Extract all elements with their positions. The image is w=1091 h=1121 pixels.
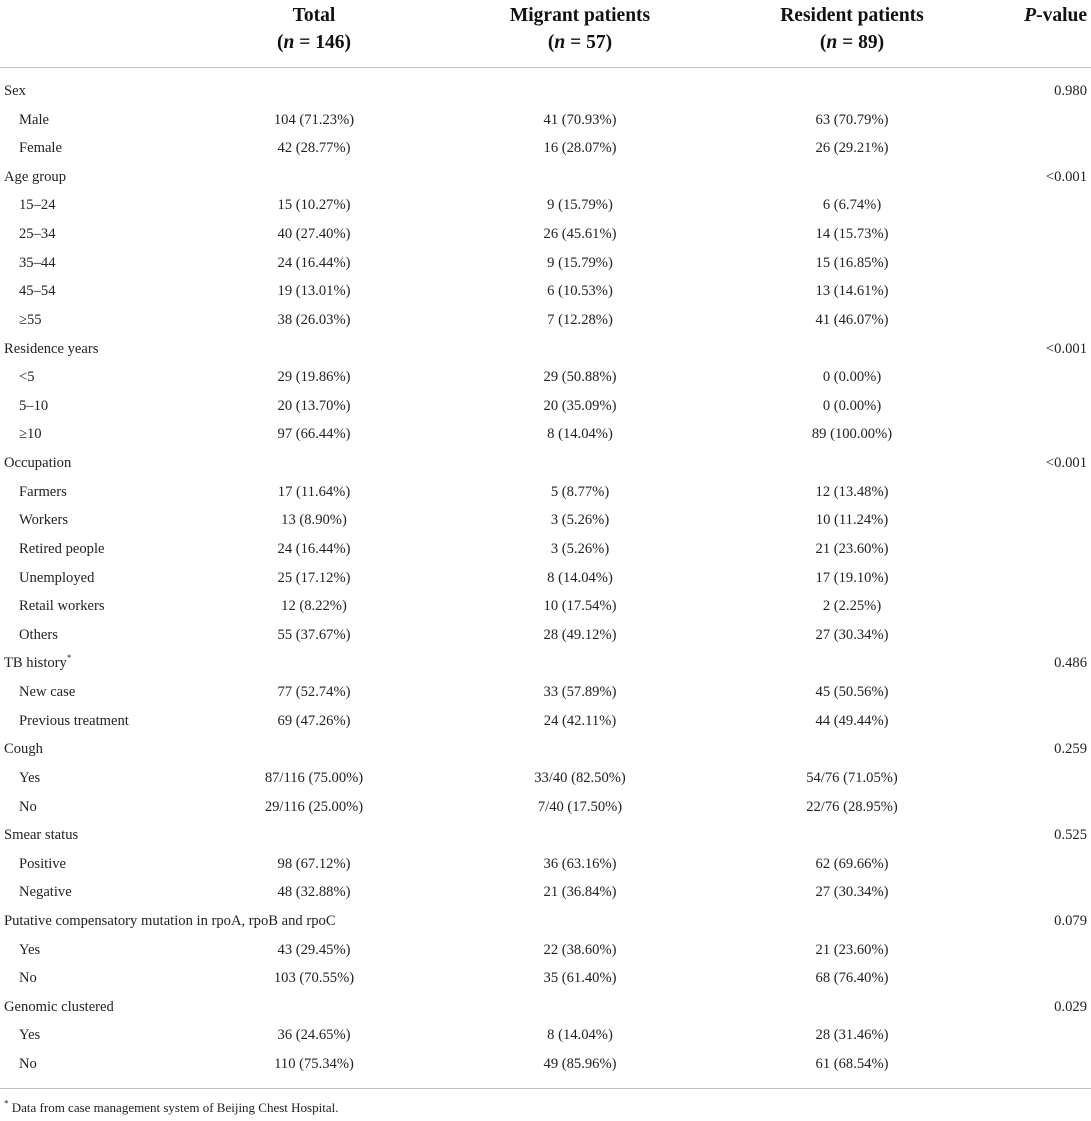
table-row xyxy=(0,621,1091,650)
header-rule xyxy=(0,67,1091,68)
row-label-text: Female xyxy=(19,140,62,157)
cell-migrant: 8 (14.04%) xyxy=(547,426,613,443)
row-label xyxy=(19,277,55,306)
cell-resident: 2 (2.25%) xyxy=(822,598,882,615)
cell-total: 12 (8.22%) xyxy=(281,598,347,615)
row-label-text: Retail workers xyxy=(19,598,105,615)
row-label xyxy=(4,993,114,1022)
cell-total: 48 (32.88%) xyxy=(277,884,351,901)
table-group-row xyxy=(0,735,1091,764)
header-resident xyxy=(752,2,952,56)
cell-total: 25 (17.12%) xyxy=(277,569,351,586)
row-label-text: ≥55 xyxy=(19,311,42,328)
table-row xyxy=(0,220,1091,249)
table-row xyxy=(0,420,1091,449)
row-label-text: Yes xyxy=(19,941,41,958)
cell-resident: 0 (0.00%) xyxy=(822,397,882,414)
cell-migrant: 8 (14.04%) xyxy=(547,1027,613,1044)
row-label xyxy=(4,163,66,192)
cell-resident: 26 (29.21%) xyxy=(815,140,889,157)
row-label-text: 25–34 xyxy=(19,226,56,243)
row-label-text: Others xyxy=(19,626,58,643)
header-total-title: Total xyxy=(292,5,336,26)
cell-pvalue: <0.001 xyxy=(1045,168,1087,185)
row-label xyxy=(19,850,66,879)
cell-total: 42 (28.77%) xyxy=(277,140,351,157)
cell-resident: 21 (23.60%) xyxy=(815,941,889,958)
row-label xyxy=(19,1021,40,1050)
cell-resident: 44 (49.44%) xyxy=(815,712,889,729)
row-label xyxy=(19,134,62,163)
header-migrant xyxy=(480,2,680,56)
cell-total: 110 (75.34%) xyxy=(274,1056,354,1073)
cell-resident: 62 (69.66%) xyxy=(815,855,889,872)
cell-total: 20 (13.70%) xyxy=(277,397,351,414)
cell-resident: 28 (31.46%) xyxy=(815,1027,889,1044)
table-row xyxy=(0,678,1091,707)
row-label-text: Yes xyxy=(19,769,41,786)
row-label-text: Yes xyxy=(19,1027,41,1044)
row-label xyxy=(19,220,55,249)
cell-migrant: 33 (57.89%) xyxy=(543,684,617,701)
table-row xyxy=(0,964,1091,993)
cell-resident: 89 (100.00%) xyxy=(811,426,893,443)
row-label-text: <5 xyxy=(19,369,35,386)
table-row xyxy=(0,1021,1091,1050)
table-row xyxy=(0,707,1091,736)
table-row xyxy=(0,592,1091,621)
table-group-row xyxy=(0,907,1091,936)
header-total-n: (n = 146) xyxy=(277,32,351,53)
row-label xyxy=(4,449,71,478)
cell-migrant: 33/40 (82.50%) xyxy=(534,769,626,786)
row-label-text: 35–44 xyxy=(19,254,56,271)
cell-pvalue: 0.079 xyxy=(1054,912,1087,929)
cell-resident: 10 (11.24%) xyxy=(815,512,889,529)
footnote-text: Data from case management system of Beijing Chest Hospital. xyxy=(11,1100,339,1115)
cell-pvalue: 0.486 xyxy=(1054,655,1087,672)
cell-total: 103 (70.55%) xyxy=(273,970,355,987)
row-label xyxy=(19,878,72,907)
cell-total: 40 (27.40%) xyxy=(277,226,351,243)
row-label xyxy=(4,335,98,364)
row-label-text: ≥10 xyxy=(19,426,42,443)
cell-resident: 41 (46.07%) xyxy=(815,311,889,328)
table-group-row xyxy=(0,77,1091,106)
table-row xyxy=(0,392,1091,421)
cell-migrant: 3 (5.26%) xyxy=(550,540,610,557)
table-row xyxy=(0,249,1091,278)
row-label-text: Smear status xyxy=(4,827,79,844)
cell-migrant: 35 (61.40%) xyxy=(543,970,617,987)
header-migrant-n: (n = 57) xyxy=(547,32,613,53)
cell-pvalue: 0.525 xyxy=(1054,827,1087,844)
row-label xyxy=(4,735,43,764)
row-label xyxy=(19,678,75,707)
row-label-text: Age group xyxy=(4,168,67,185)
row-label xyxy=(19,392,48,421)
row-label xyxy=(19,106,49,135)
cell-migrant: 21 (36.84%) xyxy=(543,884,617,901)
table-row xyxy=(0,478,1091,507)
cell-migrant: 28 (49.12%) xyxy=(543,626,617,643)
header-total xyxy=(214,2,414,56)
cell-resident: 6 (6.74%) xyxy=(822,197,882,214)
row-label-text: No xyxy=(19,970,37,987)
bottom-rule xyxy=(0,1088,1091,1089)
row-label-text: Putative compensatory mutation in rpoA, rpoB and rpoC xyxy=(4,912,336,929)
cell-migrant: 10 (17.54%) xyxy=(543,598,617,615)
table-group-row xyxy=(0,335,1091,364)
cell-resident: 15 (16.85%) xyxy=(815,254,889,271)
cell-total: 17 (11.64%) xyxy=(277,483,351,500)
cell-resident: 21 (23.60%) xyxy=(815,540,889,557)
cell-total: 97 (66.44%) xyxy=(277,426,351,443)
table-row xyxy=(0,134,1091,163)
row-label-text: Sex xyxy=(4,83,26,99)
cell-migrant: 29 (50.88%) xyxy=(543,369,617,386)
cell-total: 19 (13.01%) xyxy=(277,283,351,300)
cell-migrant: 36 (63.16%) xyxy=(543,855,617,872)
cell-pvalue: <0.001 xyxy=(1045,455,1087,472)
header-migrant-title: Migrant patients xyxy=(509,5,651,26)
row-label-text: Positive xyxy=(19,855,67,872)
table-row xyxy=(0,764,1091,793)
row-label xyxy=(19,564,94,593)
row-label-text: Workers xyxy=(19,512,69,529)
row-label xyxy=(19,964,37,993)
cell-resident: 13 (14.61%) xyxy=(815,283,889,300)
cell-total: 29 (19.86%) xyxy=(277,369,351,386)
table-row xyxy=(0,535,1091,564)
header-pvalue xyxy=(1024,2,1087,29)
row-label xyxy=(19,592,105,621)
cell-resident: 27 (30.34%) xyxy=(815,884,889,901)
row-label xyxy=(4,907,336,936)
row-label-text: Genomic clustered xyxy=(4,998,114,1015)
cell-migrant: 7 (12.28%) xyxy=(547,311,613,328)
cell-total: 98 (67.12%) xyxy=(277,855,351,872)
row-label xyxy=(19,1050,37,1079)
cell-total: 55 (37.67%) xyxy=(277,626,351,643)
row-label xyxy=(19,420,42,449)
cell-resident: 14 (15.73%) xyxy=(815,226,889,243)
cell-resident: 68 (76.40%) xyxy=(815,970,889,987)
row-label xyxy=(19,363,35,392)
cell-migrant: 49 (85.96%) xyxy=(543,1056,617,1073)
header-resident-title: Resident patients xyxy=(780,5,924,26)
row-label xyxy=(19,707,129,736)
table-row xyxy=(0,850,1091,879)
table-row xyxy=(0,106,1091,135)
row-label-text: 45–54 xyxy=(19,283,56,300)
row-label xyxy=(19,191,55,220)
cell-migrant: 41 (70.93%) xyxy=(543,111,617,128)
cell-total: 24 (16.44%) xyxy=(277,540,351,557)
cell-total: 104 (71.23%) xyxy=(273,111,355,128)
row-label-text: Cough xyxy=(4,741,43,758)
row-label xyxy=(19,535,105,564)
row-label-text: Previous treatment xyxy=(19,712,129,729)
cell-migrant: 3 (5.26%) xyxy=(550,512,610,529)
cell-total: 24 (16.44%) xyxy=(277,254,351,271)
table-group-row xyxy=(0,163,1091,192)
cell-resident: 22/76 (28.95%) xyxy=(806,798,898,815)
cell-total: 15 (10.27%) xyxy=(277,197,351,214)
cell-migrant: 9 (15.79%) xyxy=(547,254,613,271)
row-label-text: TB history xyxy=(4,655,67,672)
cell-total: 77 (52.74%) xyxy=(277,684,351,701)
row-label xyxy=(19,936,40,965)
table-row xyxy=(0,878,1091,907)
cell-resident: 27 (30.34%) xyxy=(815,626,889,643)
row-label-text: 5–10 xyxy=(19,397,49,414)
row-label-text: Retired people xyxy=(19,540,105,557)
cell-resident: 17 (19.10%) xyxy=(815,569,889,586)
table-footnote xyxy=(4,1099,338,1117)
row-label xyxy=(19,306,42,335)
cell-migrant: 20 (35.09%) xyxy=(543,397,617,414)
cell-total: 69 (47.26%) xyxy=(277,712,351,729)
cell-total: 43 (29.45%) xyxy=(277,941,351,958)
row-label-text: No xyxy=(19,1056,37,1073)
row-label xyxy=(19,793,37,822)
row-label-text: Unemployed xyxy=(19,569,95,586)
cell-total: 36 (24.65%) xyxy=(277,1027,351,1044)
table-group-row xyxy=(0,449,1091,478)
row-label-text: No xyxy=(19,798,37,815)
cell-migrant: 6 (10.53%) xyxy=(547,283,613,300)
cell-resident: 12 (13.48%) xyxy=(815,483,889,500)
cell-migrant: 8 (14.04%) xyxy=(547,569,613,586)
table-row xyxy=(0,191,1091,220)
cell-migrant: 9 (15.79%) xyxy=(547,197,613,214)
row-label-text: Male xyxy=(19,111,49,128)
row-label-text: Negative xyxy=(19,884,72,901)
row-label xyxy=(4,77,26,106)
cell-total: 13 (8.90%) xyxy=(281,512,347,529)
row-label xyxy=(19,478,67,507)
cell-migrant: 7/40 (17.50%) xyxy=(537,798,623,815)
table-group-row xyxy=(0,993,1091,1022)
table-row xyxy=(0,564,1091,593)
cell-migrant: 22 (38.60%) xyxy=(543,941,617,958)
row-label xyxy=(19,764,40,793)
row-label xyxy=(19,621,58,650)
cell-migrant: 5 (8.77%) xyxy=(550,483,610,500)
cell-migrant: 16 (28.07%) xyxy=(543,140,617,157)
cell-total: 29/116 (25.00%) xyxy=(264,798,364,815)
row-label xyxy=(19,249,55,278)
row-label-text: New case xyxy=(19,684,76,701)
header-resident-n: (n = 89) xyxy=(819,32,885,53)
cell-migrant: 26 (45.61%) xyxy=(543,226,617,243)
row-label xyxy=(4,821,78,850)
header-pvalue-label: P-value xyxy=(1024,5,1087,26)
table-group-row xyxy=(0,821,1091,850)
cell-pvalue: 0.029 xyxy=(1054,998,1087,1015)
cell-pvalue: <0.001 xyxy=(1045,340,1087,357)
table-row xyxy=(0,506,1091,535)
table-row xyxy=(0,936,1091,965)
cell-total: 87/116 (75.00%) xyxy=(264,769,364,786)
table-row xyxy=(0,277,1091,306)
cell-resident: 54/76 (71.05%) xyxy=(806,769,898,786)
table-row xyxy=(0,363,1091,392)
row-label-text: 15–24 xyxy=(19,197,56,214)
cell-pvalue: 0.980 xyxy=(1054,83,1087,99)
cell-resident: 63 (70.79%) xyxy=(815,111,889,128)
table-row xyxy=(0,1050,1091,1079)
row-label-text: Farmers xyxy=(19,483,67,500)
table-row xyxy=(0,306,1091,335)
row-label xyxy=(4,649,71,678)
row-label-text: Residence years xyxy=(4,340,99,357)
cell-resident: 0 (0.00%) xyxy=(822,369,882,386)
table-header xyxy=(0,0,1091,66)
table-row xyxy=(0,793,1091,822)
row-label-text: Occupation xyxy=(4,455,72,472)
row-label xyxy=(19,506,68,535)
table-group-row xyxy=(0,649,1091,678)
cell-pvalue: 0.259 xyxy=(1054,741,1087,758)
cell-total: 38 (26.03%) xyxy=(277,311,351,328)
footnote-marker: * xyxy=(66,653,72,664)
cell-migrant: 24 (42.11%) xyxy=(543,712,617,729)
cell-resident: 61 (68.54%) xyxy=(815,1056,889,1073)
footnote-marker: * xyxy=(4,1098,9,1109)
cell-resident: 45 (50.56%) xyxy=(815,684,889,701)
